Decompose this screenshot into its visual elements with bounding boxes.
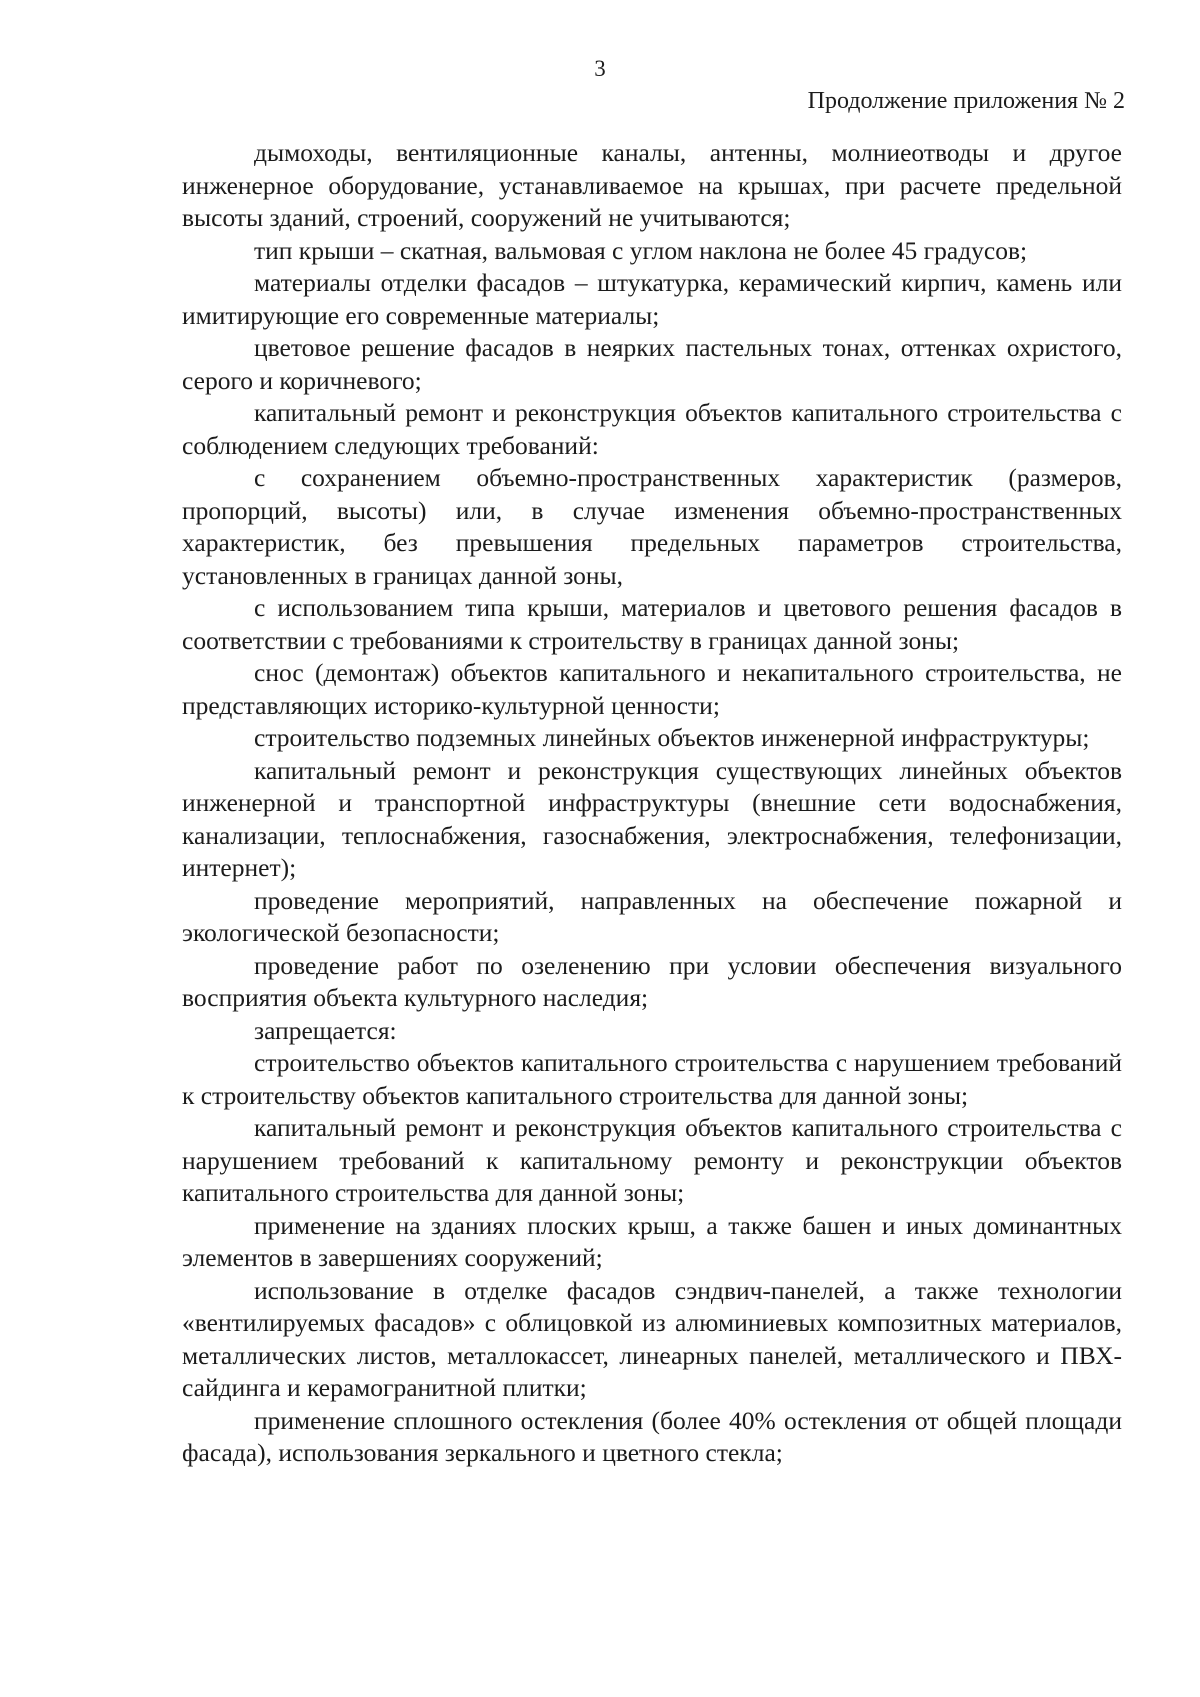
paragraph: капитальный ремонт и реконструкция существующих линейных объектов инженерной и транспортной инфраструктуры (внешние сети водоснабжения, канализации, теплоснабжения, газоснабжения, электроснабжения, телефонизации, интернет);	[182, 755, 1122, 882]
appendix-continuation-label: Продолжение приложения № 2	[807, 88, 1125, 114]
paragraph: запрещается:	[254, 1015, 397, 1045]
page-number: 3	[594, 56, 606, 81]
paragraph: с использованием типа крыши, материалов и цветового решения фасадов в соответствии с требованиями к строительству в границах данной зоны;	[182, 593, 1122, 655]
paragraph: с сохранением объемно-пространственных характеристик (размеров, пропорций, высоты) или, в случае изменения объемно-пространственных характеристик, без превышения предельных параметров строительства, установленных в границах данной зоны,	[182, 463, 1122, 590]
paragraph: применение сплошного остекления (более 40% остекления от общей площади фасада), использования зеркального и цветного стекла;	[182, 1405, 1122, 1467]
paragraph: использование в отделке фасадов сэндвич-панелей, а также технологии «вентилируемых фасадов» с облицовкой из алюминиевых композитных материалов, металлических листов, металлокассет, линеарных панелей, металлического и ПВХ-сайдинга и керамогранитной плитки;	[182, 1275, 1122, 1402]
paragraph: проведение работ по озеленению при условии обеспечения визуального восприятия объекта культурного наследия;	[182, 950, 1122, 1012]
paragraph: капитальный ремонт и реконструкция объектов капитального строительства с соблюдением следующих требований:	[182, 398, 1122, 460]
paragraph: снос (демонтаж) объектов капитального и некапитального строительства, не представляющих историко-культурной ценности;	[182, 658, 1122, 720]
paragraph: строительство объектов капитального строительства с нарушением требований к строительству объектов капитального строительства для данной зоны;	[182, 1048, 1122, 1110]
paragraph: проведение мероприятий, направленных на обеспечение пожарной и экологической безопасности;	[182, 885, 1122, 947]
paragraph: применение на зданиях плоских крыш, а также башен и иных доминантных элементов в завершениях сооружений;	[182, 1210, 1122, 1272]
paragraph: дымоходы, вентиляционные каналы, антенны, молниеотводы и другое инженерное оборудование, устанавливаемое на крышах, при расчете предельной высоты зданий, строений, сооружений не учитываются;	[182, 138, 1122, 232]
paragraph: материалы отделки фасадов – штукатурка, керамический кирпич, камень или имитирующие его современные материалы;	[182, 268, 1122, 330]
paragraph: строительство подземных линейных объектов инженерной инфраструктуры;	[254, 723, 1090, 752]
paragraph: капитальный ремонт и реконструкция объектов капитального строительства с нарушением требований к капитальному ремонту и реконструкции объектов капитального строительства для данной зоны;	[182, 1113, 1122, 1207]
paragraph: тип крыши – скатная, вальмовая с углом наклона не более 45 градусов;	[254, 235, 1028, 265]
document-body	[182, 137, 1122, 1470]
paragraph: цветовое решение фасадов в неярких пастельных тонах, оттенках охристого, серого и коричневого;	[182, 333, 1122, 395]
